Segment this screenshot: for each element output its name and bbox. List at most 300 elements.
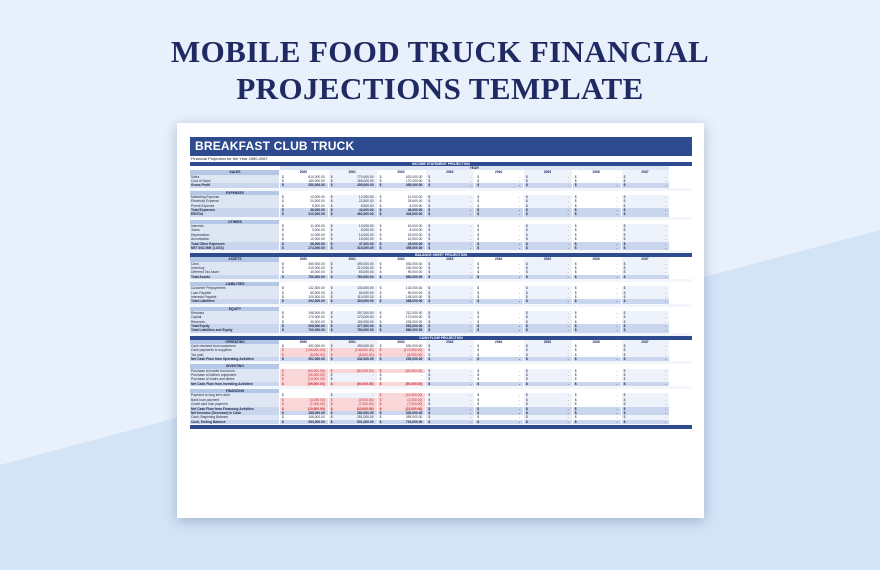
value-cell (328, 420, 377, 424)
cell-value: 60,000.00 (358, 290, 374, 295)
cell-value: 5,000.00 (311, 203, 325, 208)
currency-symbol: $ (574, 183, 577, 188)
value-cell (279, 357, 328, 361)
cell-value: (22,000.00) (405, 406, 423, 411)
row-label: EBITDA (190, 212, 279, 216)
cell-value: 490,000.00 (357, 261, 374, 266)
currency-symbol: $ (574, 270, 577, 275)
row-label: Retained (190, 311, 279, 315)
cell-value: - (470, 241, 472, 246)
cell-value: - (665, 274, 667, 279)
cell-value: (95,000.00) (307, 381, 325, 386)
currency-symbol: $ (623, 241, 626, 246)
currency-symbol: $ (477, 224, 480, 229)
currency-symbol: $ (477, 290, 480, 295)
cell-value: 90,000.00 (407, 290, 423, 295)
cell-value: (35,000.00) (307, 373, 325, 378)
currency-symbol: $ (282, 265, 284, 270)
currency-symbol: $ (477, 174, 480, 179)
cell-value: - (567, 195, 569, 200)
cell-value: - (518, 232, 520, 237)
cell-value: - (616, 352, 618, 357)
currency-symbol: $ (525, 274, 528, 279)
currency-symbol: $ (428, 377, 431, 382)
cell-value: - (665, 299, 667, 304)
currency-symbol: $ (330, 179, 333, 184)
value-cell (328, 357, 377, 361)
year-cell: 2065 (523, 170, 572, 174)
cell-value: - (470, 208, 472, 213)
currency-symbol: $ (379, 179, 382, 184)
table-row (190, 328, 692, 332)
currency-symbol: $ (477, 208, 480, 213)
cell-value: - (518, 179, 520, 184)
cell-value: - (372, 377, 374, 382)
cell-value: - (616, 299, 618, 304)
value-cell (377, 420, 426, 424)
currency-symbol: $ (477, 274, 480, 279)
cell-value: - (470, 406, 472, 411)
currency-symbol: $ (330, 294, 333, 299)
currency-symbol: $ (623, 357, 626, 362)
cell-value: 90,000.00 (407, 270, 423, 275)
cell-value: (3,000.00) (407, 397, 423, 402)
cell-value: - (470, 415, 472, 420)
cell-value: - (665, 265, 667, 270)
currency-symbol: $ (574, 310, 577, 315)
cell-value: - (567, 410, 569, 415)
value-cell (474, 299, 523, 303)
currency-symbol: $ (330, 208, 333, 213)
currency-symbol: $ (379, 228, 382, 233)
currency-symbol: $ (282, 237, 284, 242)
cell-value: - (567, 310, 569, 315)
cell-value: - (665, 377, 667, 382)
value-cell (377, 275, 426, 279)
cell-value: 210,000.00 (308, 265, 325, 270)
currency-symbol: $ (379, 203, 382, 208)
currency-symbol: $ (525, 224, 528, 229)
value-cell (425, 357, 474, 361)
currency-symbol: $ (525, 286, 528, 291)
cell-value: 405,000.00 (357, 183, 374, 188)
cell-value: - (665, 397, 667, 402)
cell-value: - (665, 270, 667, 275)
currency-symbol: $ (525, 352, 528, 357)
currency-symbol: $ (379, 274, 382, 279)
row-label: Bank loan payment (190, 398, 279, 402)
currency-symbol: $ (574, 381, 577, 386)
currency-symbol: $ (282, 377, 284, 382)
cell-value: - (567, 328, 569, 333)
currency-symbol: $ (477, 419, 480, 424)
row-label: Sales (190, 175, 279, 179)
currency-symbol: $ (330, 245, 333, 250)
currency-symbol: $ (477, 237, 480, 242)
cell-value: - (470, 290, 472, 295)
currency-symbol: $ (428, 406, 431, 411)
cell-value: 700,000.00 (308, 274, 325, 279)
currency-symbol: $ (282, 241, 284, 246)
row-label: Amortization (190, 237, 279, 241)
row-label: Total Equity (190, 324, 279, 328)
cell-value: 404,000.00 (405, 212, 423, 217)
cell-value: (50,000.00) (405, 381, 423, 386)
currency-symbol: $ (477, 232, 480, 237)
cell-value: - (518, 274, 520, 279)
currency-symbol: $ (574, 208, 577, 213)
currency-symbol: $ (477, 357, 480, 362)
cell-value: - (665, 224, 667, 229)
row-label: Cash, Beginning Balance (190, 415, 279, 419)
currency-symbol: $ (574, 224, 577, 229)
currency-symbol: $ (330, 183, 333, 188)
currency-symbol: $ (282, 410, 284, 415)
currency-symbol: $ (379, 373, 382, 378)
cell-value: - (665, 294, 667, 299)
value-cell (474, 183, 523, 187)
value-cell (377, 246, 426, 250)
currency-symbol: $ (330, 270, 333, 275)
cell-value: - (567, 357, 569, 362)
currency-symbol: $ (525, 179, 528, 184)
year-cell: 2063 (425, 340, 474, 344)
cell-value: (50,000.00) (356, 381, 374, 386)
value-cell (523, 299, 572, 303)
currency-symbol: $ (623, 261, 626, 266)
row-label: Inventory (190, 266, 279, 270)
currency-symbol: $ (282, 203, 284, 208)
heading-line-1: MOBILE FOOD TRUCK FINANCIAL (170, 34, 710, 69)
currency-symbol: $ (477, 299, 480, 304)
cell-value: - (665, 393, 667, 398)
currency-symbol: $ (330, 232, 333, 237)
cell-value: - (616, 397, 618, 402)
year-cell: 2064 (474, 340, 523, 344)
cell-value: 552,000.00 (405, 324, 423, 328)
currency-symbol: $ (477, 344, 480, 349)
currency-symbol: $ (330, 199, 333, 204)
currency-symbol: $ (525, 241, 528, 246)
cell-value: - (616, 377, 618, 382)
cell-value: (50,000.00) (405, 368, 423, 373)
cell-value: - (518, 368, 520, 373)
cell-value: - (567, 174, 569, 179)
currency-symbol: $ (623, 324, 626, 328)
cell-value: 531,000.00 (357, 419, 374, 424)
cell-value: (145,000.00) (306, 348, 325, 353)
cell-value: - (518, 208, 520, 213)
currency-symbol: $ (428, 274, 431, 279)
cell-value: - (470, 344, 472, 349)
cell-value: - (470, 373, 472, 378)
spreadsheet-preview (177, 123, 704, 518)
currency-symbol: $ (477, 241, 480, 246)
cell-value: - (616, 265, 618, 270)
cell-value: 303,000.00 (357, 299, 374, 304)
cell-value: - (665, 402, 667, 407)
cell-value: 810,000.00 (308, 174, 325, 179)
currency-symbol: $ (282, 286, 284, 291)
row-label: Total Expenses (190, 208, 279, 212)
cell-value: - (567, 406, 569, 411)
currency-symbol: $ (330, 373, 333, 378)
cell-value: - (567, 381, 569, 386)
cell-value: - (470, 195, 472, 200)
currency-symbol: $ (525, 410, 528, 415)
currency-symbol: $ (379, 212, 382, 217)
cell-value: 368,000.00 (405, 299, 423, 304)
cell-value: - (665, 415, 667, 420)
section-band: BALANCE SHEET PROJECTION (190, 253, 692, 257)
row-label: Cost of Sales (190, 179, 279, 183)
row-label: Cash, Ending Balance (190, 420, 279, 424)
cell-value: - (616, 203, 618, 208)
cell-value: - (665, 348, 667, 353)
currency-symbol: $ (574, 241, 577, 246)
cell-value: 49,000.00 (407, 241, 423, 246)
currency-symbol: $ (282, 310, 284, 315)
currency-symbol: $ (525, 232, 528, 237)
table-row (190, 382, 692, 386)
cell-value: 145,000.00 (405, 294, 423, 299)
currency-symbol: $ (330, 324, 333, 328)
cell-value: - (616, 357, 618, 362)
currency-symbol: $ (574, 195, 577, 200)
row-label: Total Other Expenses (190, 242, 279, 246)
cell-value: - (567, 290, 569, 295)
value-cell (328, 275, 377, 279)
cell-value: - (665, 195, 667, 200)
currency-symbol: $ (574, 228, 577, 233)
currency-symbol: $ (330, 319, 333, 324)
cell-value: - (567, 419, 569, 424)
cell-value: 342,000.00 (357, 357, 374, 362)
cell-value: - (518, 415, 520, 420)
currency-symbol: $ (379, 344, 382, 349)
currency-symbol: $ (428, 224, 431, 229)
currency-symbol: $ (282, 324, 284, 328)
cell-value: - (616, 199, 618, 204)
table-footer-bar (190, 425, 692, 429)
cell-value: - (665, 315, 667, 320)
currency-symbol: $ (623, 319, 626, 324)
row-label: Net Cash Flow from Investing Activities (190, 382, 279, 386)
currency-symbol: $ (428, 397, 431, 402)
cell-value: - (567, 228, 569, 233)
cell-value: 60,000.00 (358, 270, 374, 275)
value-cell (425, 246, 474, 250)
currency-symbol: $ (282, 299, 284, 304)
value-cell (621, 382, 670, 386)
year-cell: 2065 (523, 257, 572, 261)
cell-value: - (518, 419, 520, 424)
section-title: EQUITY (190, 307, 279, 311)
currency-symbol: $ (379, 245, 382, 250)
currency-symbol: $ (428, 179, 431, 184)
value-cell (621, 183, 670, 187)
cell-value: - (518, 402, 520, 407)
cell-value: 450,000.00 (405, 183, 423, 188)
currency-symbol: $ (525, 265, 528, 270)
cell-value: 492,000.00 (308, 344, 325, 349)
cell-value: - (470, 328, 472, 333)
currency-symbol: $ (428, 393, 431, 398)
currency-symbol: $ (623, 344, 626, 349)
value-cell (474, 420, 523, 424)
row-label: Interests (190, 224, 279, 228)
currency-symbol: $ (379, 270, 382, 275)
cell-value: - (470, 348, 472, 353)
cell-value: - (616, 237, 618, 242)
cell-value: - (518, 261, 520, 266)
currency-symbol: $ (428, 299, 431, 304)
currency-symbol: $ (477, 286, 480, 291)
currency-symbol: $ (574, 406, 577, 411)
year-cell: 2061 (328, 340, 377, 344)
currency-symbol: $ (525, 324, 528, 328)
currency-symbol: $ (623, 195, 626, 200)
value-cell (474, 382, 523, 386)
table-row (190, 246, 692, 250)
currency-symbol: $ (379, 319, 382, 324)
currency-symbol: $ (574, 315, 577, 320)
cell-value: - (665, 261, 667, 266)
cell-value: - (518, 393, 520, 398)
currency-symbol: $ (623, 232, 626, 237)
cell-value: - (567, 402, 569, 407)
currency-symbol: $ (525, 203, 528, 208)
currency-symbol: $ (428, 212, 431, 217)
cell-value: - (518, 406, 520, 411)
currency-symbol: $ (623, 299, 626, 304)
currency-symbol: $ (282, 328, 284, 333)
cell-value: - (665, 174, 667, 179)
value-cell (572, 357, 621, 361)
page-heading (0, 33, 880, 107)
currency-symbol: $ (379, 368, 382, 373)
row-label: Loan Payable (190, 291, 279, 295)
cell-value: 770,000.00 (357, 174, 374, 179)
currency-symbol: $ (379, 415, 382, 420)
cell-value: - (665, 368, 667, 373)
currency-symbol: $ (574, 174, 577, 179)
currency-symbol: $ (623, 328, 626, 333)
cell-value: 20,000.00 (310, 199, 325, 204)
cell-value: - (616, 310, 618, 315)
currency-symbol: $ (330, 419, 333, 424)
cell-value: - (616, 324, 618, 328)
currency-symbol: $ (477, 183, 480, 188)
currency-symbol: $ (428, 402, 431, 407)
cell-value: - (518, 183, 520, 188)
value-cell (621, 246, 670, 250)
cell-value: 185,000.00 (308, 410, 325, 415)
value-cell (572, 382, 621, 386)
row-label: Electricity Expense (190, 199, 279, 203)
section-title: SALES (190, 170, 279, 174)
cell-value: - (567, 183, 569, 188)
cell-value: 16,000.00 (407, 224, 423, 229)
currency-symbol: $ (330, 328, 333, 333)
value-cell (572, 299, 621, 303)
cell-value: 12,000.00 (407, 195, 423, 200)
currency-symbol: $ (574, 402, 577, 407)
currency-symbol: $ (428, 373, 431, 378)
currency-symbol: $ (623, 224, 626, 229)
currency-symbol: $ (428, 208, 431, 213)
currency-symbol: $ (525, 212, 528, 217)
value-cell (523, 246, 572, 250)
currency-symbol: $ (330, 357, 333, 362)
currency-symbol: $ (428, 270, 431, 275)
currency-symbol: $ (477, 199, 480, 204)
cell-value: 160,000.00 (308, 179, 325, 184)
cell-value: - (665, 410, 667, 415)
cell-value: - (616, 241, 618, 246)
currency-symbol: $ (282, 174, 284, 179)
cell-value: - (665, 241, 667, 246)
cell-value: 168,000.00 (308, 415, 325, 420)
currency-symbol: $ (574, 179, 577, 184)
currency-symbol: $ (477, 195, 480, 200)
currency-symbol: $ (574, 232, 577, 237)
cell-value: (145,000.00) (354, 348, 374, 353)
currency-symbol: $ (379, 237, 382, 242)
currency-symbol: $ (282, 415, 284, 420)
cell-value: - (567, 261, 569, 266)
value-cell (377, 299, 426, 303)
currency-symbol: $ (623, 228, 626, 233)
currency-symbol: $ (282, 381, 284, 386)
cell-value: - (470, 377, 472, 382)
cell-value: 11,000.00 (310, 224, 325, 229)
currency-symbol: $ (282, 212, 284, 217)
cell-value: - (665, 406, 667, 411)
currency-symbol: $ (525, 290, 528, 295)
value-cell (523, 275, 572, 279)
cell-value: 3,000.00 (311, 228, 325, 233)
cell-value: - (470, 310, 472, 315)
currency-symbol: $ (330, 241, 333, 246)
row-label: NET INCOME (LOSS) (190, 246, 279, 250)
value-cell (279, 183, 328, 187)
currency-symbol: $ (623, 381, 626, 386)
cell-value: 13,000.00 (310, 195, 325, 200)
cell-value: - (518, 299, 520, 304)
currency-symbol: $ (477, 377, 480, 382)
cell-value: - (665, 328, 667, 333)
cell-value: - (665, 352, 667, 357)
cell-value: (10,000.00) (356, 406, 374, 411)
cell-value: - (518, 245, 520, 250)
cell-value: (8,000.00) (358, 352, 374, 357)
cell-value: 760,000.00 (357, 274, 374, 279)
currency-symbol: $ (525, 357, 528, 362)
currency-symbol: $ (477, 348, 480, 353)
currency-symbol: $ (574, 294, 577, 299)
currency-symbol: $ (282, 261, 284, 266)
row-label: Interests Payable (190, 295, 279, 299)
row-label: Cash payments to suppliers (190, 348, 279, 352)
year-cell: 2066 (572, 257, 621, 261)
cell-value: - (567, 397, 569, 402)
value-cell (621, 357, 670, 361)
currency-symbol: $ (330, 397, 333, 402)
value-cell (328, 212, 377, 216)
cell-value: 297,000.00 (357, 310, 374, 315)
currency-symbol: $ (525, 406, 528, 411)
